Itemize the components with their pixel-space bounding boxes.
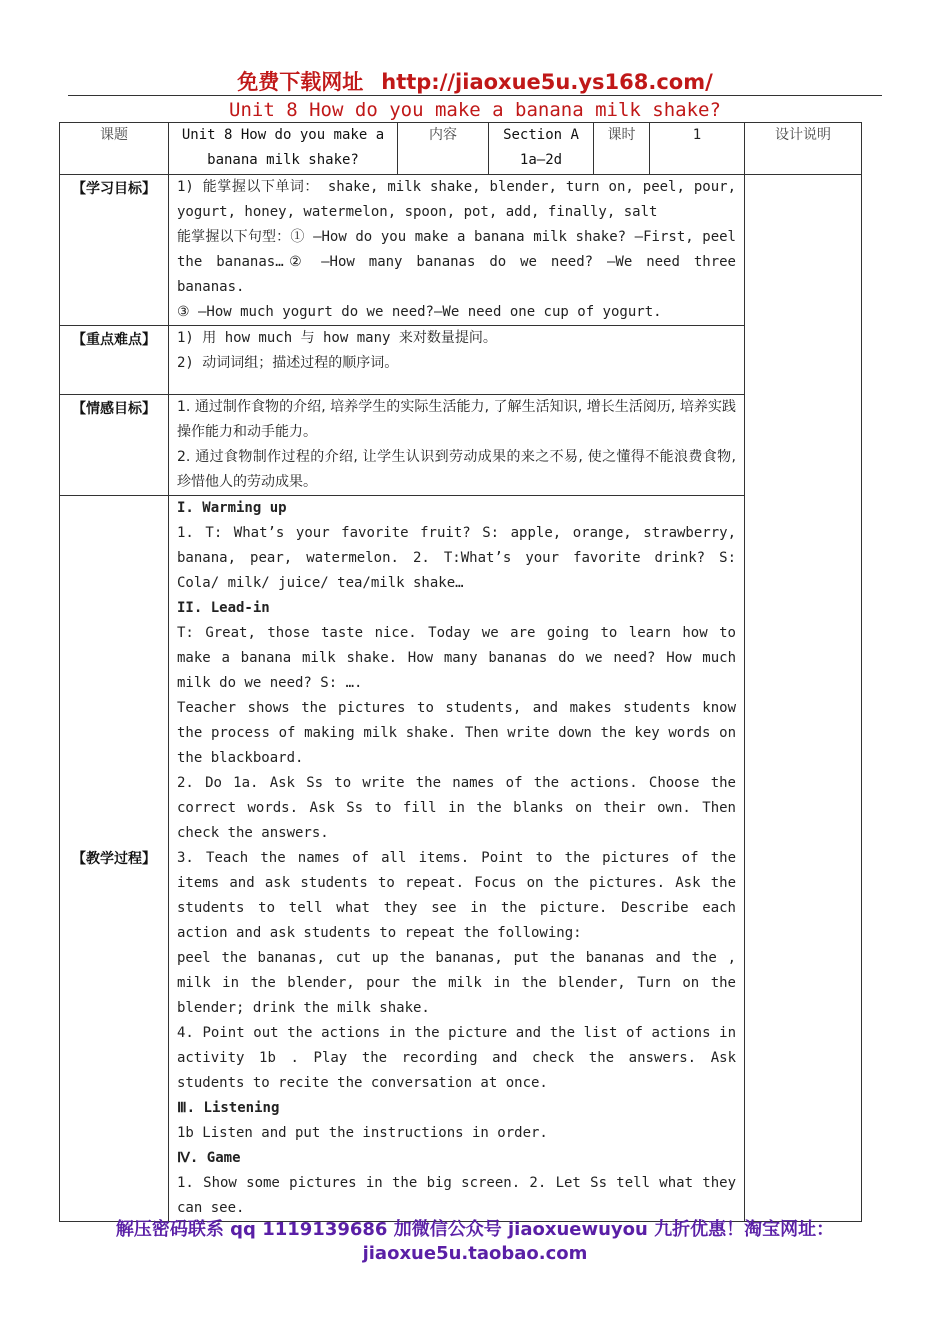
key-points-content: [169, 326, 745, 395]
hours-value: 1: [650, 123, 745, 175]
goals-line-1: 1) 能掌握以下单词： shake, milk shake, blender, turn on, peel, pour, yogurt, honey, watermelon, spoon, pot, add, finally, salt: [177, 179, 736, 220]
teach-names-text: 3. Teach the names of all items. Point to the pictures of the items and ask students to repeat. Focus on the pictures. Ask the students to tell what they see in the picture. Describe each action and ask students to repeat the following:: [177, 850, 736, 941]
key-point-1: 1) 用 how much 与 how many 来对数量提问。: [177, 330, 497, 346]
header-site-label: 免费下载网址: [237, 70, 364, 94]
learning-goals-label: 【学习目标】: [60, 175, 169, 326]
key-points-row: [60, 326, 862, 395]
point-out-actions-text: 4. Point out the actions in the picture and the list of actions in activity 1b . Play the recording and check the answers. Ask students to recite the conversation at once.: [177, 1025, 736, 1091]
lead-in-text: T: Great, those taste nice. Today we are going to learn how to make a banana milk shake. How many bananas do we need? How much milk do we need? S: ….: [177, 625, 736, 691]
actions-list-text: peel the bananas, cut up the bananas, put the bananas and the , milk in the blender, pour the milk in the blender, Turn on the blender; drink the milk shake.: [177, 950, 736, 1016]
page-title: Unit 8 How do you make a banana milk shake?: [229, 99, 721, 121]
emotion-goals-label: 【情感目标】: [60, 395, 169, 496]
footer-taobao-link[interactable]: jiaoxue5u.taobao.com: [362, 1243, 588, 1264]
emotion-goals-content: [169, 395, 745, 496]
lead-in-heading: II. Lead-in: [177, 600, 270, 616]
warming-up-heading: I. Warming up: [177, 500, 287, 516]
key-points-label: 【重点难点】: [60, 326, 169, 395]
design-notes-column: [745, 175, 862, 1222]
course-value: Unit 8 How do you make a banana milk shake?: [169, 123, 398, 175]
do-1a-text: 2. Do 1a. Ask Ss to write the names of the actions. Choose the correct words. Ask Ss to fill in the blanks on their own. Then check the answers.: [177, 775, 736, 841]
footer-notice: [0, 1218, 950, 1266]
game-text: 1. Show some pictures in the big screen. 2. Let Ss tell what they can see.: [177, 1175, 736, 1216]
teaching-process-label: 【教学过程】: [60, 496, 169, 1222]
key-point-2: 2) 动词词组；描述过程的顺序词。: [177, 355, 399, 371]
course-label: 课题: [60, 123, 169, 175]
learning-goals-content: [169, 175, 745, 326]
game-heading: Ⅳ. Game: [177, 1150, 241, 1166]
header-divider: [68, 95, 882, 96]
table-header-row: [60, 123, 862, 175]
content-label: 内容: [398, 123, 489, 175]
notes-label: 设计说明: [745, 123, 862, 175]
warming-up-text: 1. T: What’s your favorite fruit? S: apple, orange, strawberry, banana, pear, watermelon. 2. T:What’s your favorite drink? S: Cola/ milk/ juice/ tea/milk shake…: [177, 525, 736, 591]
goals-line-2: 能掌握以下句型：① —How do you make a banana milk shake? —First, peel the bananas…② —How many bananas do we need? —We need three bananas.: [177, 229, 736, 295]
content-value: Section A 1a—2d: [489, 123, 594, 175]
hours-label: 课时: [594, 123, 650, 175]
goals-line-3: ③ —How much yogurt do we need?—We need one cup of yogurt.: [177, 304, 662, 320]
learning-goals-row: [60, 175, 862, 326]
listening-text: 1b Listen and put the instructions in order.: [177, 1125, 548, 1141]
emotion-goal-1: 1. 通过制作食物的介绍, 培养学生的实际生活能力, 了解生活知识, 增长生活阅历, 培养实践操作能力和动手能力。: [177, 399, 736, 440]
lesson-plan-table: [59, 122, 862, 1222]
teaching-process-content: [169, 496, 745, 1222]
header-url[interactable]: http://jiaoxue5u.ys168.com/: [381, 70, 713, 94]
emotion-goals-row: [60, 395, 862, 496]
footer-line-1: 解压密码联系 qq 1119139686 加微信公众号 jiaoxuewuyou 九折优惠！淘宝网址：: [115, 1219, 835, 1240]
listening-heading: Ⅲ. Listening: [177, 1100, 280, 1116]
teaching-process-row: [60, 496, 862, 1222]
emotion-goal-2: 2. 通过食物制作过程的介绍, 让学生认识到劳动成果的来之不易, 使之懂得不能浪费食物, 珍惜他人的劳动成果。: [177, 449, 736, 490]
lead-in-pictures-text: Teacher shows the pictures to students, and makes students know the process of making milk shake. Then write down the key words on the blackboard.: [177, 700, 736, 766]
header-download-link[interactable]: [0, 66, 950, 96]
